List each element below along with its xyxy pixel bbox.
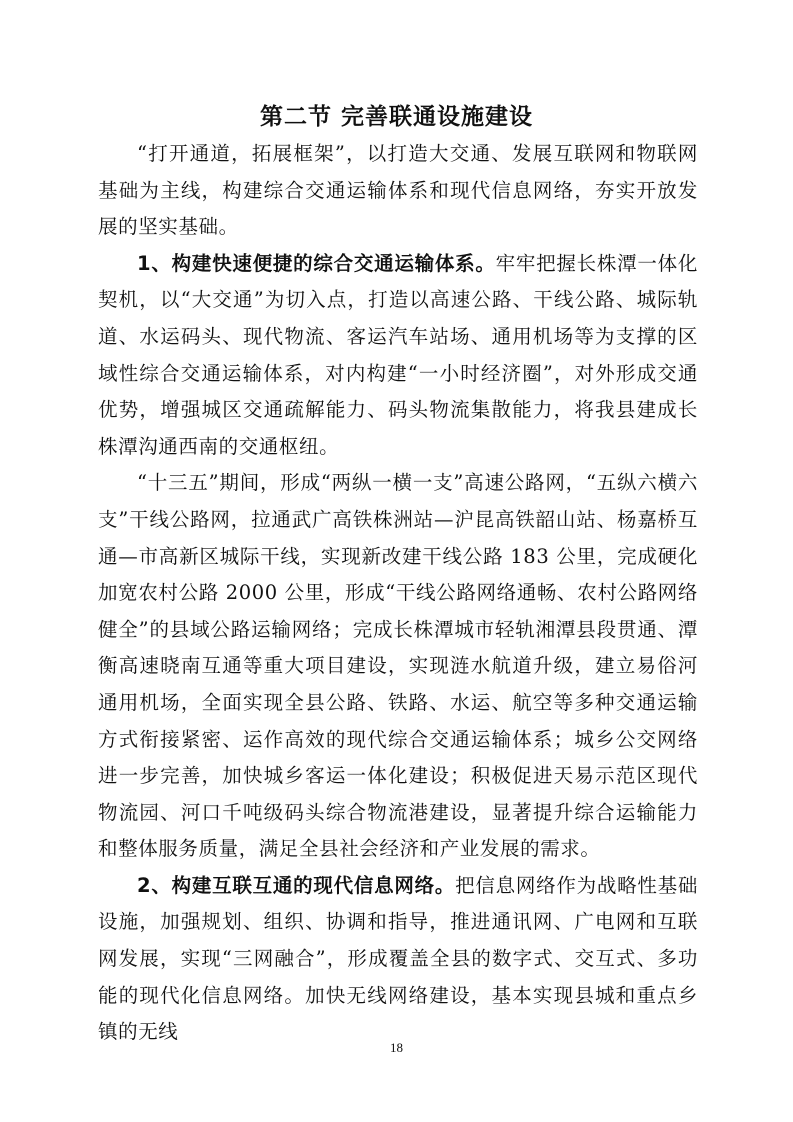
item1-text: 牢牢把握长株潭一体化契机，以“大交通”为切入点，打造以高速公路、干线公路、城际轨道、水运码头、现代物流、客运汽车站场、通用机场等为支撑的区域性综合交通运输体系，对内构建“一小时经济圈”，对外形成交通优势，增强城区交通疏解能力、码头物流集散能力，将我县建成长株潭沟通西南的交通枢纽。 [98,251,698,458]
section-title: 第二节 完善联通设施建设 [259,104,533,130]
page-number: 18 [390,1040,403,1055]
item2-text: 把信息网络作为战略性基础设施，加强规划、组织、协调和指导，推进通讯网、广电网和互联网发展，实现“三网融合”，形成覆盖全县的数字式、交互式、多功能的现代化信息网络。加快无线网络建设，基本实现县城和重点乡镇的无线 [98,873,699,1044]
intro-paragraph: “打开通道，拓展框架”，以打造大交通、发展互联网和物联网基础为主线，构建综合交通运输体系和现代信息网络，夯实开放发展的坚实基础。 [98,142,698,239]
body-text [98,136,698,1051]
item2-paragraph [98,868,698,1051]
item1-heading: 1、构建快速便捷的综合交通运输体系。 [137,251,496,275]
item2-heading: 2、构建互联互通的现代信息网络。 [137,873,456,897]
item1-detail-paragraph: “十三五”期间，形成“两纵一横一支”高速公路网，“五纵六横六支”干线公路网，拉通武广高铁株洲站—沪昆高铁韶山站、杨嘉桥互通—市高新区城际干线，实现新改建干线公路 183 公里，完成硬化加宽农村公路 2000 公里，形成“干线公路网络通畅、农村公路网络健全”的县域公路运输网络；完成长株潭城市轻轨湘潭县段贯通、潭衡高速晓南互通等重大项目建设，实现涟水航道升级，建立易俗河通用机场，全面实现全县公路、铁路、水运、航空等多种交通运输方式衔接紧密、运作高效的现代综合交通运输体系；城乡公交网络进一步完善，加快城乡客运一体化建设；积极促进天易示范区现代物流园、河口千吨级码头综合物流港建设，显著提升综合运输能力和整体服务质量，满足全县社会经济和产业发展的需求。 [98,471,698,861]
item1-paragraph [98,246,698,466]
